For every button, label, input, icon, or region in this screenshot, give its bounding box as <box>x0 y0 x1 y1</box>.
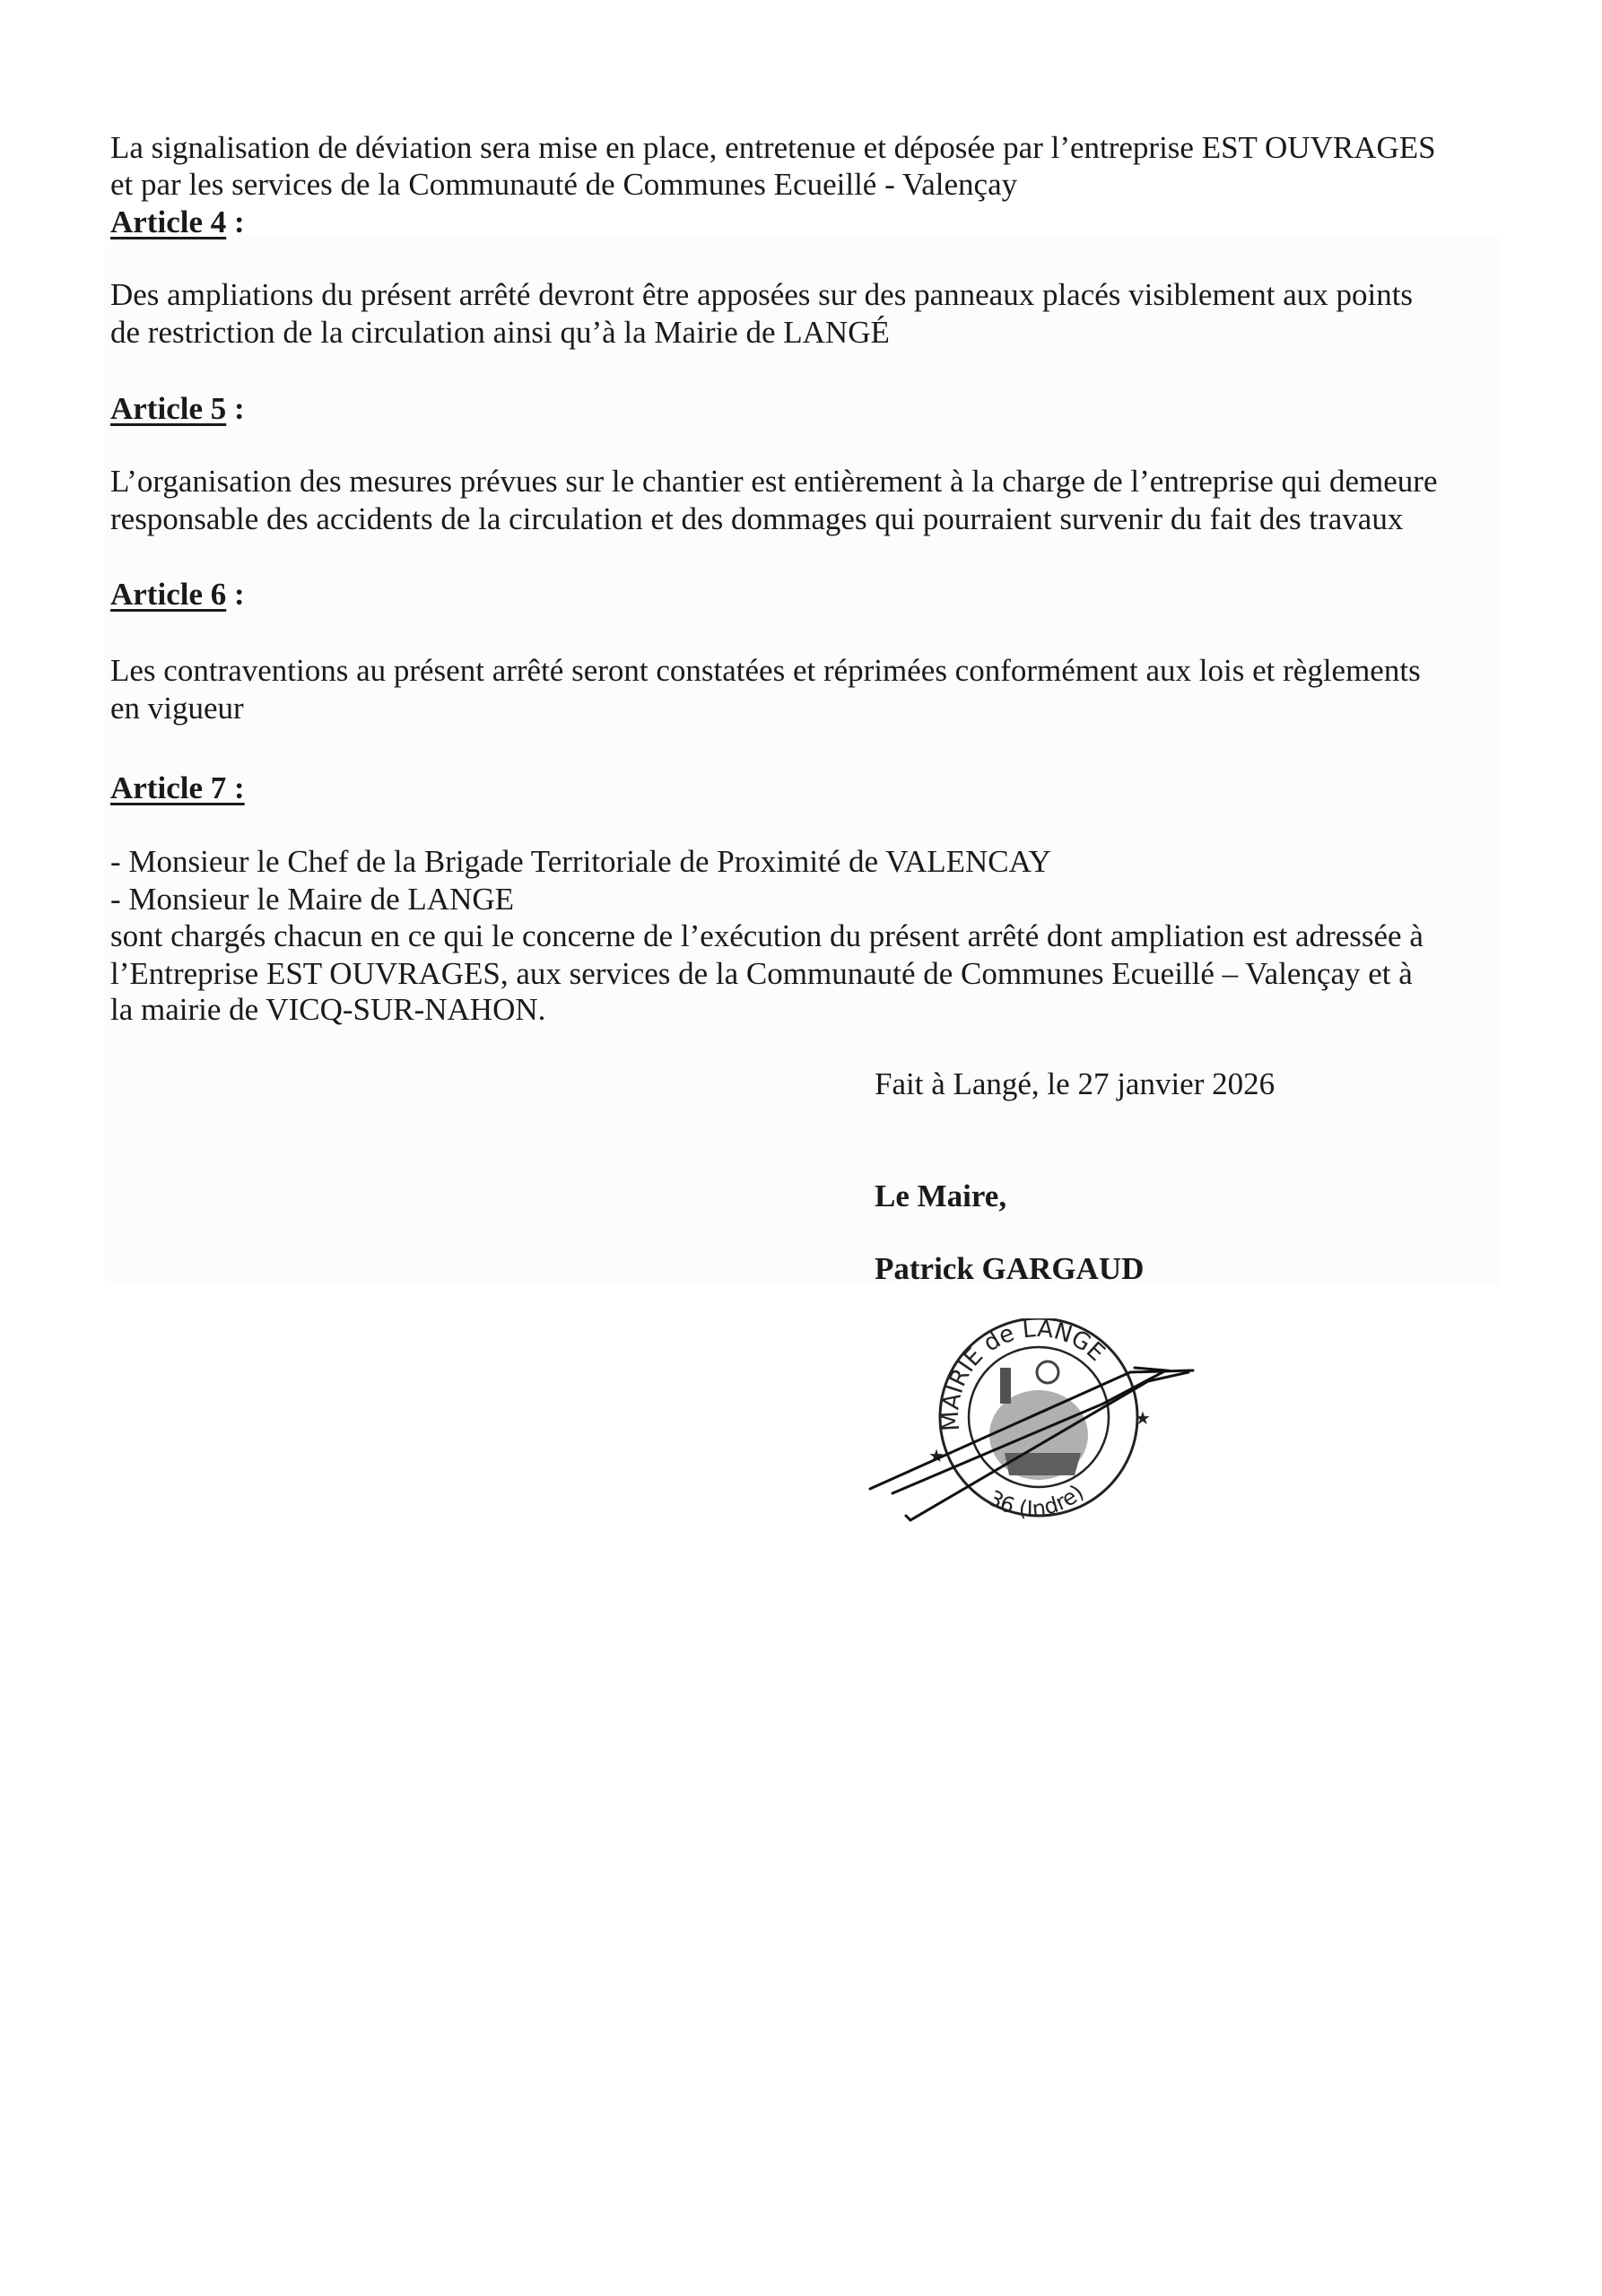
scan-shading <box>105 235 1501 1286</box>
article-5-heading: Article 5 : <box>110 391 245 426</box>
article-6-line-1: Les contraventions au présent arrêté seront constatées et réprimées conformément aux lois et règlements <box>110 653 1421 688</box>
article-6-heading: Article 6 : <box>110 577 245 612</box>
signatory-title: Le Maire, <box>875 1178 1007 1213</box>
article-4-line-2: de restriction de la circulation ainsi qu’à la Mairie de LANGÉ <box>110 315 890 350</box>
article-7-line-2: - Monsieur le Maire de LANGE <box>110 882 515 917</box>
intro-line-1: La signalisation de déviation sera mise en place, entretenue et déposée par l’entreprise EST OUVRAGES <box>110 130 1436 165</box>
place-date: Fait à Langé, le 27 janvier 2026 <box>875 1066 1276 1101</box>
article-7-label: Article 7 : <box>110 770 245 805</box>
signatory-name: Patrick GARGAUD <box>875 1251 1145 1286</box>
svg-text:36 (Indre): 36 (Indre) <box>983 1479 1089 1522</box>
svg-text:★: ★ <box>928 1445 945 1466</box>
article-5-label: Article 5 <box>110 391 227 426</box>
svg-text:★: ★ <box>1135 1407 1151 1429</box>
article-7-line-4: l’Entreprise EST OUVRAGES, aux services de la Communauté de Communes Ecueillé – Valençay et à <box>110 956 1413 991</box>
article-4-label: Article 4 <box>110 204 227 239</box>
article-6-line-2: en vigueur <box>110 691 244 726</box>
article-7-line-3: sont chargés chacun en ce qui le concerne de l’exécution du présent arrêté dont ampliation est adressée à <box>110 918 1424 953</box>
article-7-line-1: - Monsieur le Chef de la Brigade Territoriale de Proximité de VALENCAY <box>110 844 1051 879</box>
article-6-label: Article 6 <box>110 577 227 612</box>
article-4-line-1: Des ampliations du présent arrêté devront être apposées sur des panneaux placés visiblement aux points <box>110 277 1414 312</box>
article-4-heading: Article 4 : <box>110 204 245 239</box>
article-7-heading <box>110 770 245 807</box>
article-7-line-5: la mairie de VICQ-SUR-NAHON. <box>110 992 546 1027</box>
mairie-stamp-icon <box>834 1318 1211 1543</box>
intro-line-2: et par les services de la Communauté de Communes Ecueillé - Valençay <box>110 167 1018 202</box>
svg-text:MAIRIE de LANGE: MAIRIE de LANGE <box>936 1318 1110 1432</box>
article-5-line-2: responsable des accidents de la circulation et des dommages qui pourraient survenir du fait des travaux <box>110 501 1404 536</box>
article-5-line-1: L’organisation des mesures prévues sur le chantier est entièrement à la charge de l’entreprise qui demeure <box>110 464 1438 499</box>
